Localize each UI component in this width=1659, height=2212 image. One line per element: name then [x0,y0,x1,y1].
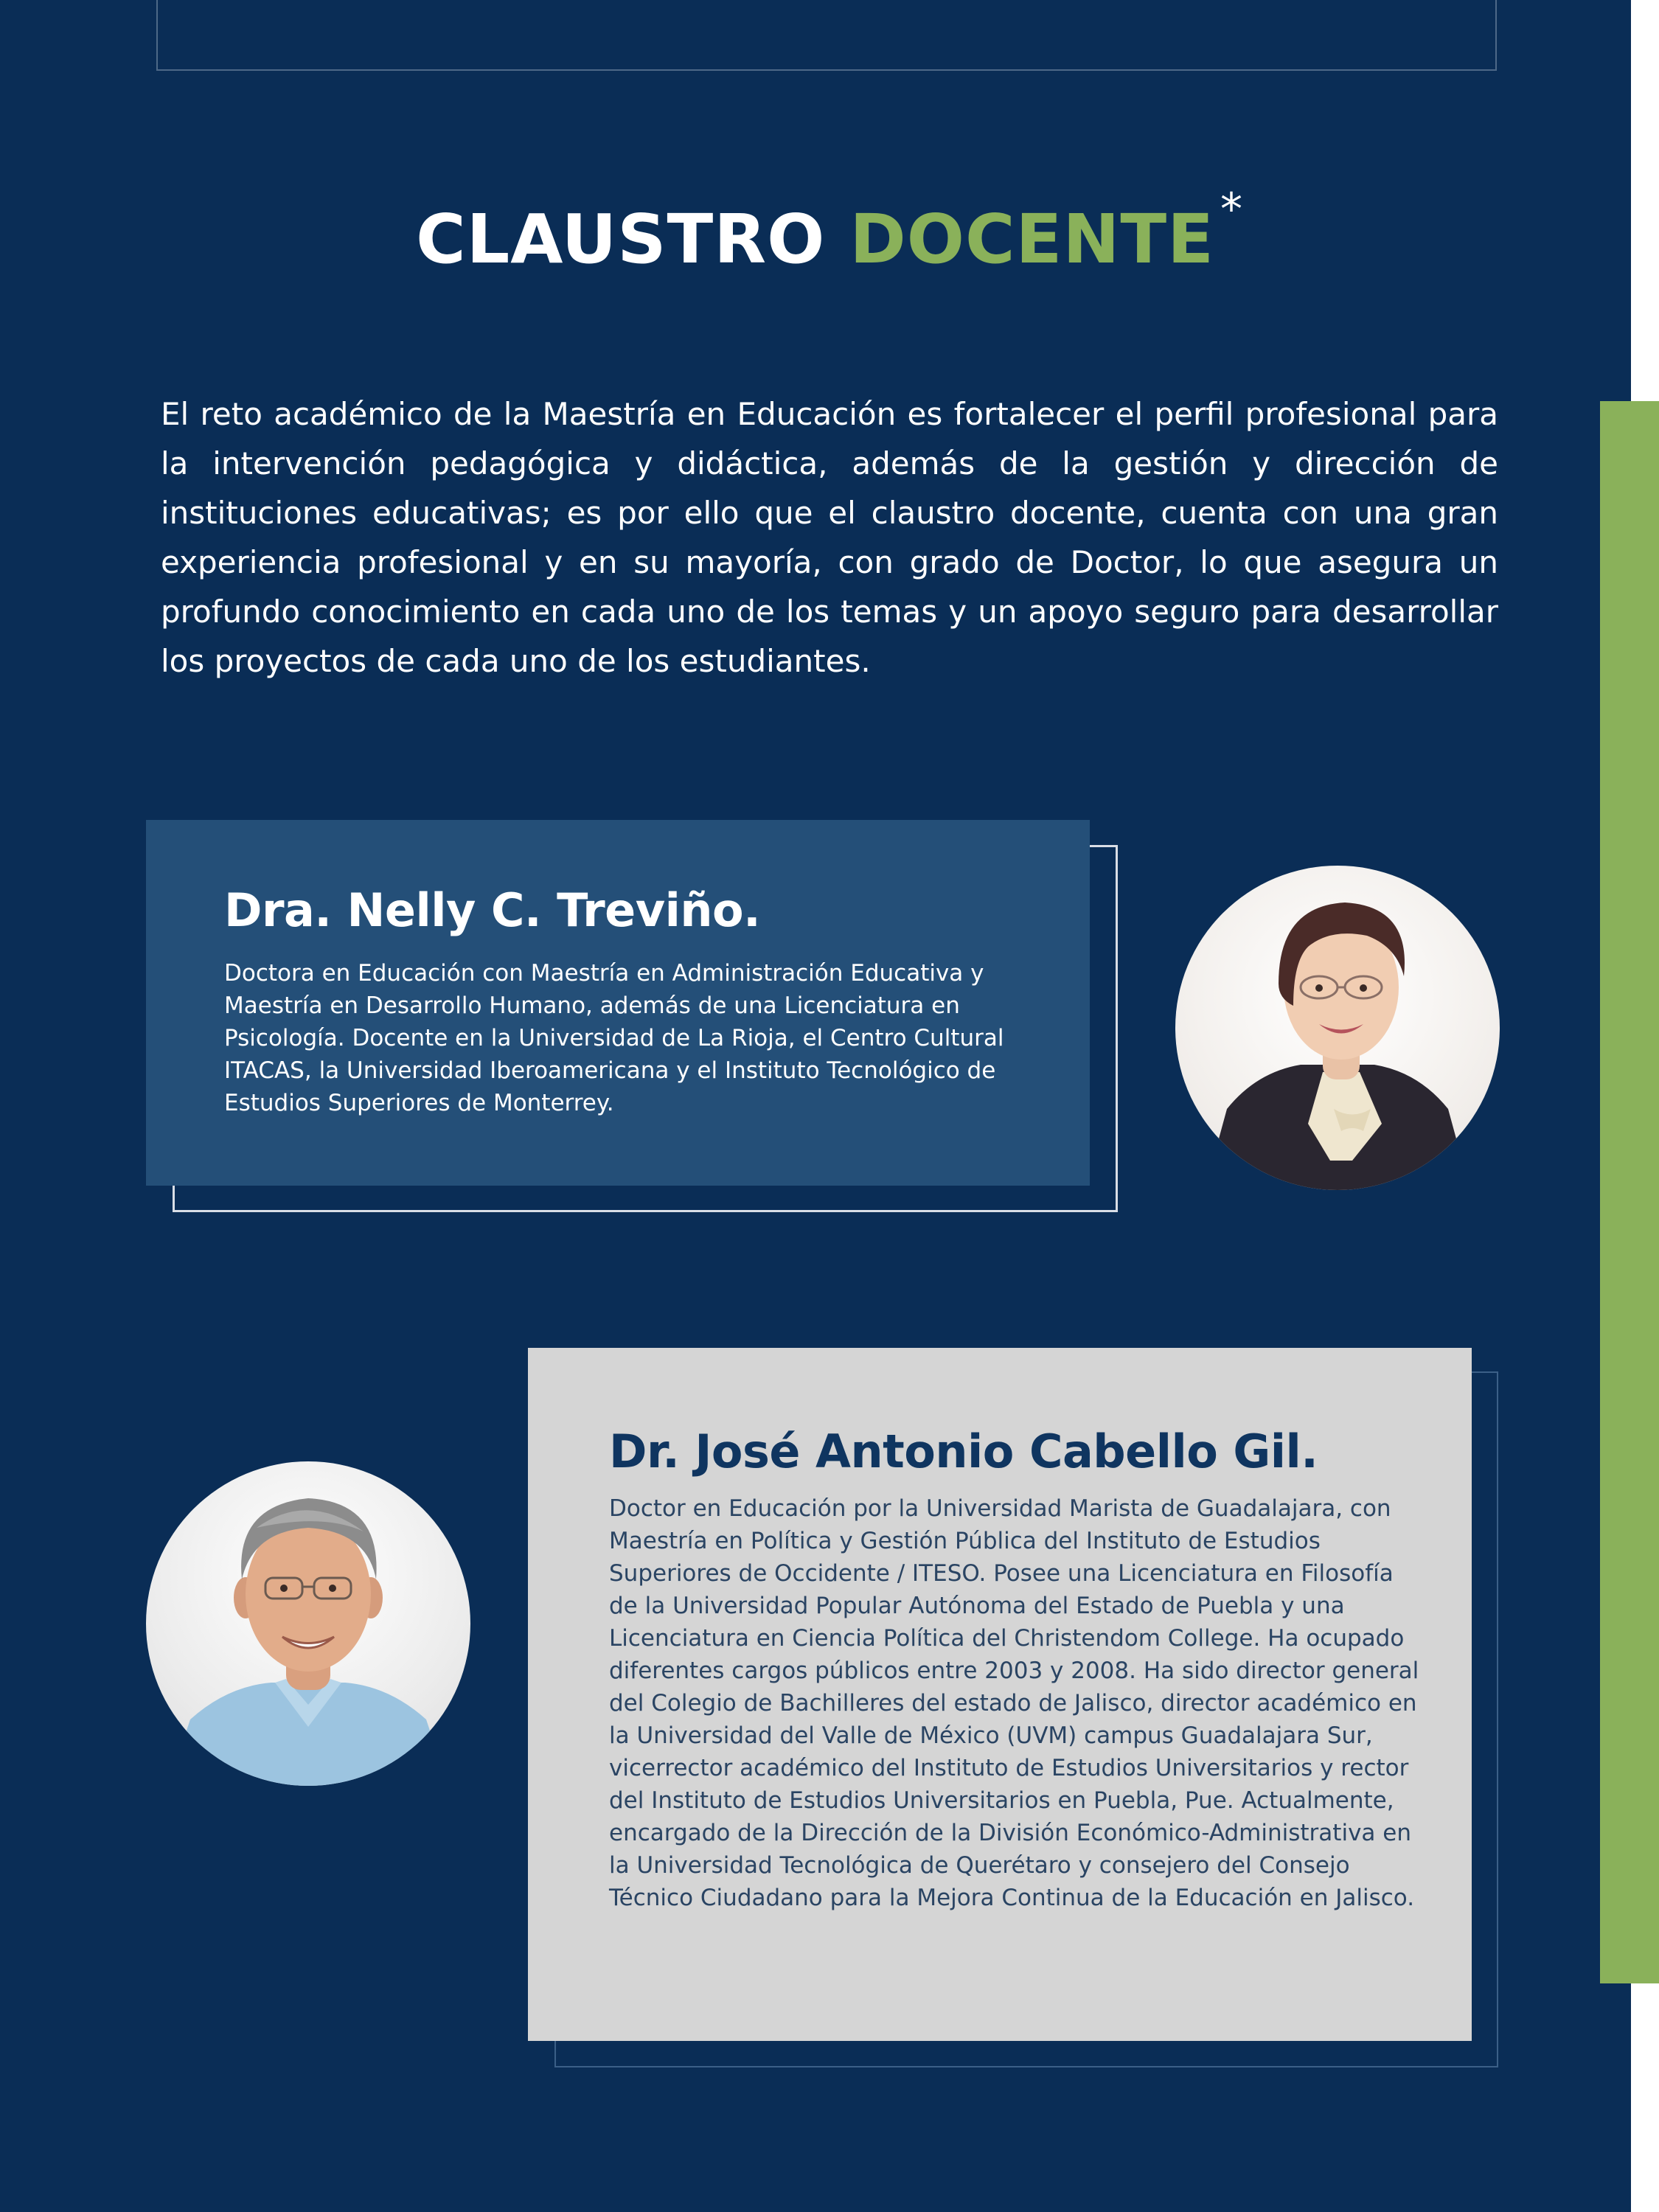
intro-paragraph: El reto académico de la Maestría en Educación es fortalecer el perfil profesional para la intervención pedagógica y didáctica, además de la gestión y dirección de instituciones educativas; es por ello que el claustro docente, cuenta con una gran experiencia profesional y en su mayoría, con grado de Doctor, lo que asegura un profundo conocimiento en cada uno de los temas y un apoyo seguro para desarrollar los proyectos de cada uno de los estudiantes. [161,396,1498,679]
faculty-card-2 [528,1348,1472,2041]
faculty-bio: Doctora en Educación con Maestría en Administración Educativa y Maestría en Desarrollo Humano, además de una Licenciatura en Psicología. Docente en la Universidad de La Rioja, el Centro Cultural ITACAS, la Universidad Iberoamericana y el Instituto Tecnológico de Estudios Superiores de Monterrey. [224,960,1004,1116]
top-frame [156,0,1497,71]
portrait-man-image [146,1461,470,1786]
page-title [0,184,1659,296]
title-claustro: CLAUSTRO [416,200,826,279]
faculty-2-portrait [146,1461,470,1786]
faculty-1-portrait [1175,866,1500,1190]
portrait-woman-image [1175,866,1500,1190]
faculty-name: Dra. Nelly C. Treviño. [224,883,761,937]
title-asterisk: * [1220,184,1243,235]
accent-green-bar [1600,401,1659,1983]
faculty-name: Dr. José Antonio Cabello Gil. [609,1425,1318,1478]
faculty-card-1 [146,820,1090,1186]
title-docente: DOCENTE [849,200,1214,279]
faculty-bio: Doctor en Educación por la Universidad Marista de Guadalajara, con Maestría en Política y Gestión Pública del Instituto de Estudios Superiores de Occidente / ITESO. Posee una Licenciatura en Filosofía de la Universidad Popular Autónoma del Estado de Puebla y una Licenciatura en Ciencia Política del Christendom College. Ha ocupado diferentes cargos públicos entre 2003 y 2008. Ha sido director general del Colegio de Bachilleres del estado de Jalisco, director académico en la Universidad del Valle de México (UVM) campus Guadalajara Sur, vicerrector académico del Instituto de Estudios Universitarios y rector del Instituto de Estudios Universitarios en Puebla, Pue. Actualmente, encargado de la Dirección de la División Económico-Administrativa en la Universidad Tecnológica de Querétaro y consejero del Consejo Técnico Ciudadano para la Mejora Continua de la Educación en Jalisco. [609,1495,1419,1911]
